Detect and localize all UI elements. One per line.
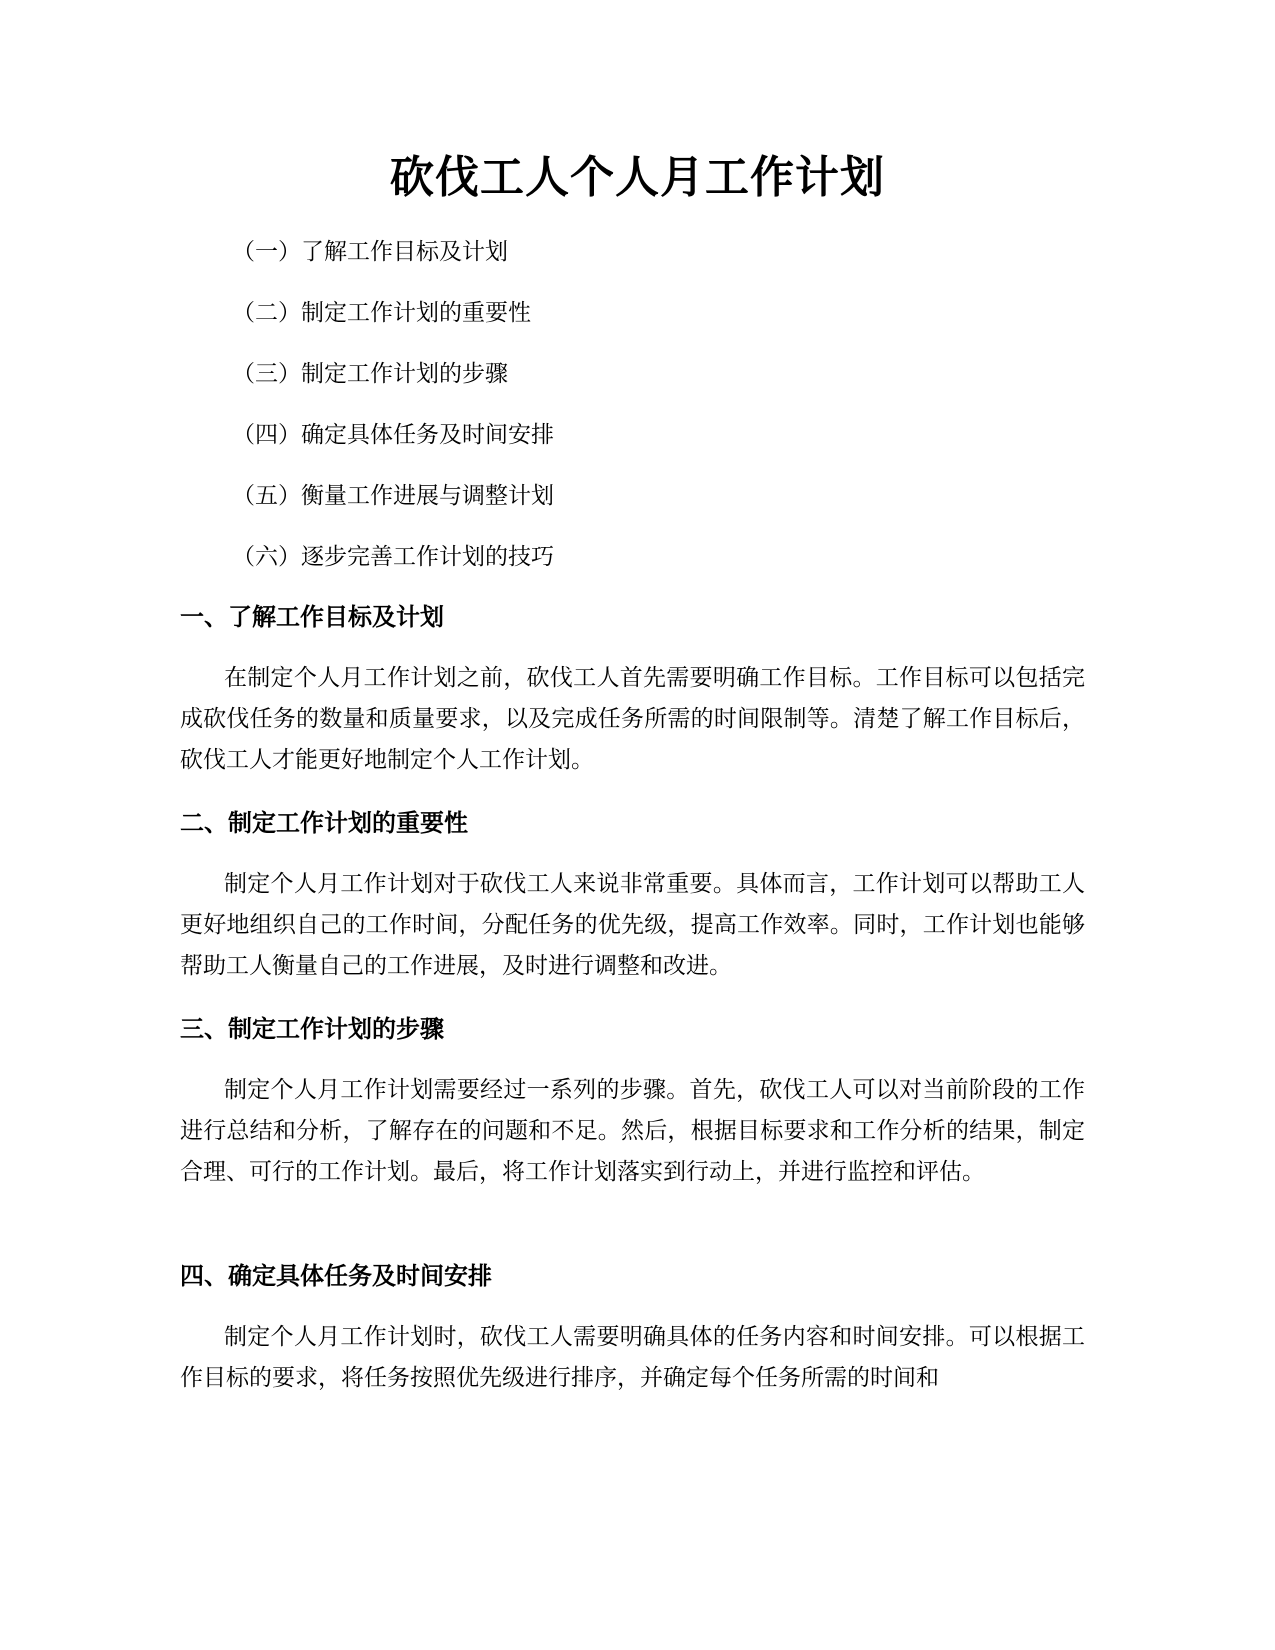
section-body: 制定个人月工作计划对于砍伐工人来说非常重要。具体而言，工作计划可以帮助工人更好地组织自己的工作时间，分配任务的优先级，提高工作效率。同时，工作计划也能够帮助工人衡量自己的工作进展，及时进行调整和改进。 [180, 871, 1085, 979]
document-title: 砍伐工人个人月工作计划 [390, 152, 885, 203]
section-body: 制定个人月工作计划需要经过一系列的步骤。首先，砍伐工人可以对当前阶段的工作进行总结和分析，了解存在的问题和不足。然后，根据目标要求和工作分析的结果，制定合理、可行的工作计划。最后，将工作计划落实到行动上，并进行监控和评估。 [180, 1077, 1085, 1185]
section-heading: 三、制定工作计划的步骤 [180, 1015, 444, 1043]
section-understand-goals [180, 600, 1085, 781]
toc-item: （三）制定工作计划的步骤 [232, 361, 508, 387]
section-steps [180, 1012, 1085, 1193]
toc-item: （六）逐步完善工作计划的技巧 [232, 544, 554, 570]
toc-item: （五）衡量工作进展与调整计划 [232, 483, 554, 509]
table-of-contents [232, 236, 554, 602]
section-tasks-schedule [180, 1259, 1085, 1399]
toc-item: （一）了解工作目标及计划 [232, 239, 508, 265]
section-body: 制定个人月工作计划时，砍伐工人需要明确具体的任务内容和时间安排。可以根据工作目标的要求，将任务按照优先级进行排序，并确定每个任务所需的时间和 [180, 1324, 1085, 1391]
section-heading: 四、确定具体任务及时间安排 [180, 1262, 492, 1290]
section-heading: 二、制定工作计划的重要性 [180, 809, 468, 837]
toc-item: （四）确定具体任务及时间安排 [232, 422, 554, 448]
section-body: 在制定个人月工作计划之前，砍伐工人首先需要明确工作目标。工作目标可以包括完成砍伐任务的数量和质量要求，以及完成任务所需的时间限制等。清楚了解工作目标后，砍伐工人才能更好地制定个人工作计划。 [180, 665, 1085, 773]
toc-item: （二）制定工作计划的重要性 [232, 300, 531, 326]
section-importance [180, 806, 1085, 987]
section-heading: 一、了解工作目标及计划 [180, 603, 444, 631]
